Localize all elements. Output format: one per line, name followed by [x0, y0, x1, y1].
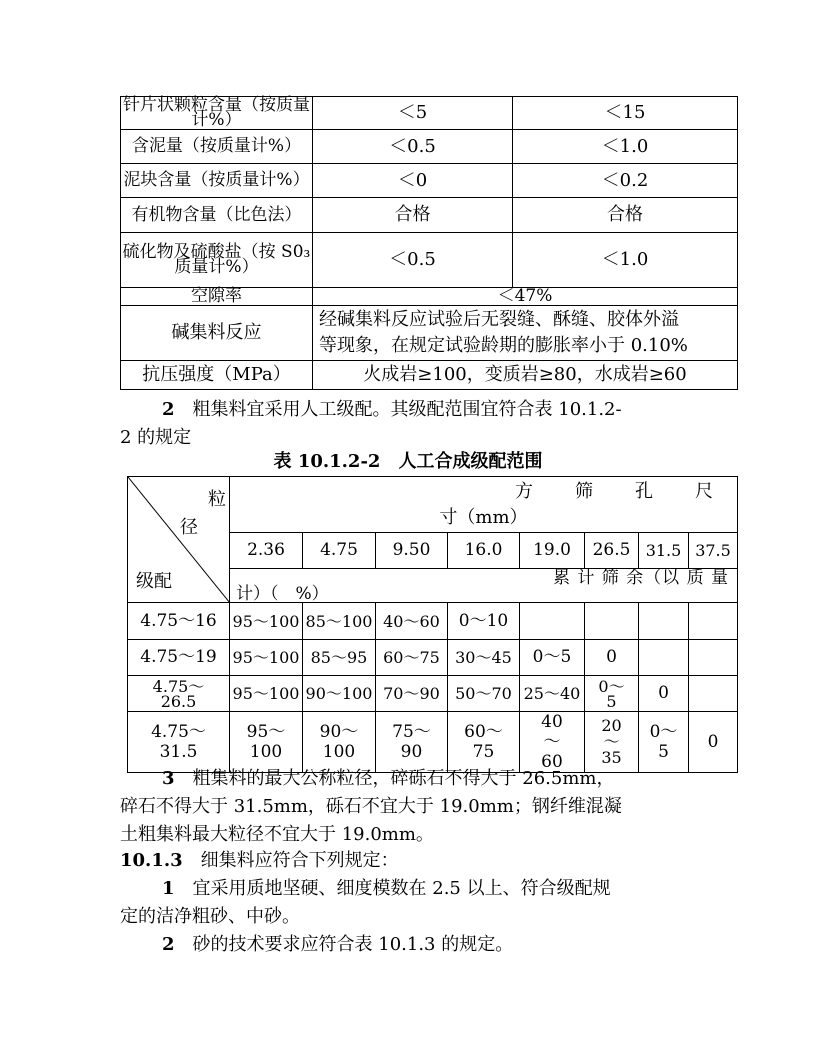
sieve-size: 19.0	[520, 533, 585, 569]
sieve-size: 26.5	[585, 533, 639, 569]
sieve-size: 37.5	[689, 533, 738, 569]
corner-label-mid: 径	[180, 517, 198, 538]
table-row	[121, 130, 738, 164]
row-label: 有机物含量（比色法）	[121, 198, 313, 233]
cell-value	[313, 306, 738, 361]
table-cell	[639, 603, 689, 640]
cell-value: ＜47%	[313, 288, 738, 306]
cell-value: ＜0	[313, 164, 513, 198]
table-row	[128, 477, 738, 533]
cell-value: ＜5	[313, 97, 513, 130]
section-text: 细集料应符合下列规定：	[200, 850, 399, 871]
table-row	[128, 603, 738, 640]
cell-value: 火成岩≥100，变质岩≥80，水成岩≥60	[313, 361, 738, 390]
table-row	[121, 288, 738, 306]
paragraph	[120, 396, 622, 452]
table-row	[121, 306, 738, 361]
table-cell: 0	[689, 712, 738, 773]
table-cell	[689, 603, 738, 640]
table-cell	[689, 676, 738, 712]
table-caption: 表 10.1.2-2 人工合成级配范围	[273, 451, 543, 472]
grade-label: 4.75～19	[128, 640, 230, 676]
table-row	[128, 676, 738, 712]
header-line: 方 筛 孔 尺	[515, 480, 715, 502]
table-cell: 20～35	[585, 712, 639, 773]
table-cell: 70～90	[376, 676, 448, 712]
table-cell: 90～100	[303, 676, 376, 712]
paragraph	[120, 875, 611, 931]
paragraph-text: 宜采用质地坚硬、细度模数在 2.5 以上、符合级配规	[192, 878, 611, 899]
item-number: 3	[162, 768, 175, 789]
table-cell: 0～5	[585, 676, 639, 712]
header-line: 累 计 筛 余（以 质 量	[552, 567, 729, 588]
table-row	[121, 361, 738, 390]
table-cell: 40～60	[376, 603, 448, 640]
aggregate-requirements-table	[120, 96, 738, 390]
paragraph-text: 粗集料宜采用人工级配。其级配范围宜符合表 10.1.2-	[192, 399, 622, 420]
corner-label-top: 粒	[208, 489, 226, 510]
cell-value: ＜0.5	[313, 130, 513, 164]
paragraph-text: 2 的规定	[120, 427, 192, 448]
table-cell: 0	[639, 676, 689, 712]
row-label: 针片状颗粒含量（按质量计%）	[121, 97, 313, 130]
row-label: 碱集料反应	[121, 306, 313, 361]
row-label: 泥块含量（按质量计%）	[121, 164, 313, 198]
section-heading	[120, 847, 399, 875]
corner-label-bottom: 级配	[136, 571, 172, 592]
table-cell: 95～100	[230, 640, 303, 676]
table-row	[121, 97, 738, 130]
paragraph	[120, 931, 513, 959]
table-row	[121, 198, 738, 233]
table-cell: 95～100	[230, 603, 303, 640]
table-cell: 60～75	[448, 712, 520, 773]
paragraph-text: 碎石不得大于 31.5mm，砾石不宜大于 19.0mm；钢纤维混凝	[120, 796, 622, 817]
table-cell	[639, 640, 689, 676]
sieve-size: 4.75	[303, 533, 376, 569]
table-cell: 90～100	[303, 712, 376, 773]
cell-line: 经碱集料反应试验后无裂缝、酥缝、胶体外溢	[319, 309, 679, 330]
grade-label: 4.75～16	[128, 603, 230, 640]
table-cell: 95～100	[230, 712, 303, 773]
item-number: 2	[162, 399, 175, 420]
sieve-size: 2.36	[230, 533, 303, 569]
grade-label: 4.75～31.5	[128, 712, 230, 773]
table-cell: 85～95	[303, 640, 376, 676]
sieve-size: 31.5	[639, 533, 689, 569]
sieve-size: 9.50	[376, 533, 448, 569]
row-label: 抗压强度（MPa）	[121, 361, 313, 390]
diagonal-header-cell	[128, 477, 230, 603]
table-cell: 0～10	[448, 603, 520, 640]
table-cell: 85～100	[303, 603, 376, 640]
item-number: 1	[162, 878, 175, 899]
cell-value: ＜1.0	[513, 233, 738, 288]
table-cell: 0	[585, 640, 639, 676]
sieve-header	[230, 477, 738, 533]
grade-label: 4.75～26.5	[128, 676, 230, 712]
header-line: 寸（mm）	[439, 506, 528, 528]
row-label: 硫化物及硫酸盐（按 S0₃ 质量计%）	[121, 233, 313, 288]
paragraph-text: 定的洁净粗砂、中砂。	[120, 906, 300, 927]
gradation-table	[127, 476, 738, 773]
cell-value: ＜15	[513, 97, 738, 130]
table-cell: 40～60	[520, 712, 585, 773]
table-cell: 0～5	[639, 712, 689, 773]
table-cell	[520, 603, 585, 640]
header-line: 计）（ %）	[236, 583, 329, 604]
row-label: 空隙率	[121, 288, 313, 306]
percent-header	[230, 569, 738, 603]
cell-line: 等现象，在规定试验龄期的膨胀率小于 0.10%	[319, 335, 688, 356]
table-row	[121, 233, 738, 288]
table-cell: 95～100	[230, 676, 303, 712]
table-cell	[585, 603, 639, 640]
table-cell	[689, 640, 738, 676]
paragraph-text: 土粗集料最大粒径不宜大于 19.0mm。	[120, 824, 434, 845]
cell-value: ＜0.5	[313, 233, 513, 288]
table-cell: 60～75	[376, 640, 448, 676]
item-number: 2	[162, 934, 175, 955]
paragraph-text: 砂的技术要求应符合表 10.1.3 的规定。	[192, 934, 514, 955]
table-cell: 0～5	[520, 640, 585, 676]
cell-value: 合格	[513, 198, 738, 233]
table-cell: 50～70	[448, 676, 520, 712]
cell-value: 合格	[313, 198, 513, 233]
cell-value: ＜0.2	[513, 164, 738, 198]
row-label: 含泥量（按质量计%）	[121, 130, 313, 164]
table-row	[128, 640, 738, 676]
paragraph-text: 粗集料的最大公称粒径，碎砾石不得大于 26.5mm，	[192, 768, 615, 789]
paragraph	[120, 765, 622, 849]
sieve-size: 16.0	[448, 533, 520, 569]
table-row	[128, 712, 738, 773]
cell-value: ＜1.0	[513, 130, 738, 164]
table-row	[121, 164, 738, 198]
table-cell: 25～40	[520, 676, 585, 712]
table-cell: 75～90	[376, 712, 448, 773]
section-number: 10.1.3	[120, 850, 183, 871]
table-cell: 30～45	[448, 640, 520, 676]
